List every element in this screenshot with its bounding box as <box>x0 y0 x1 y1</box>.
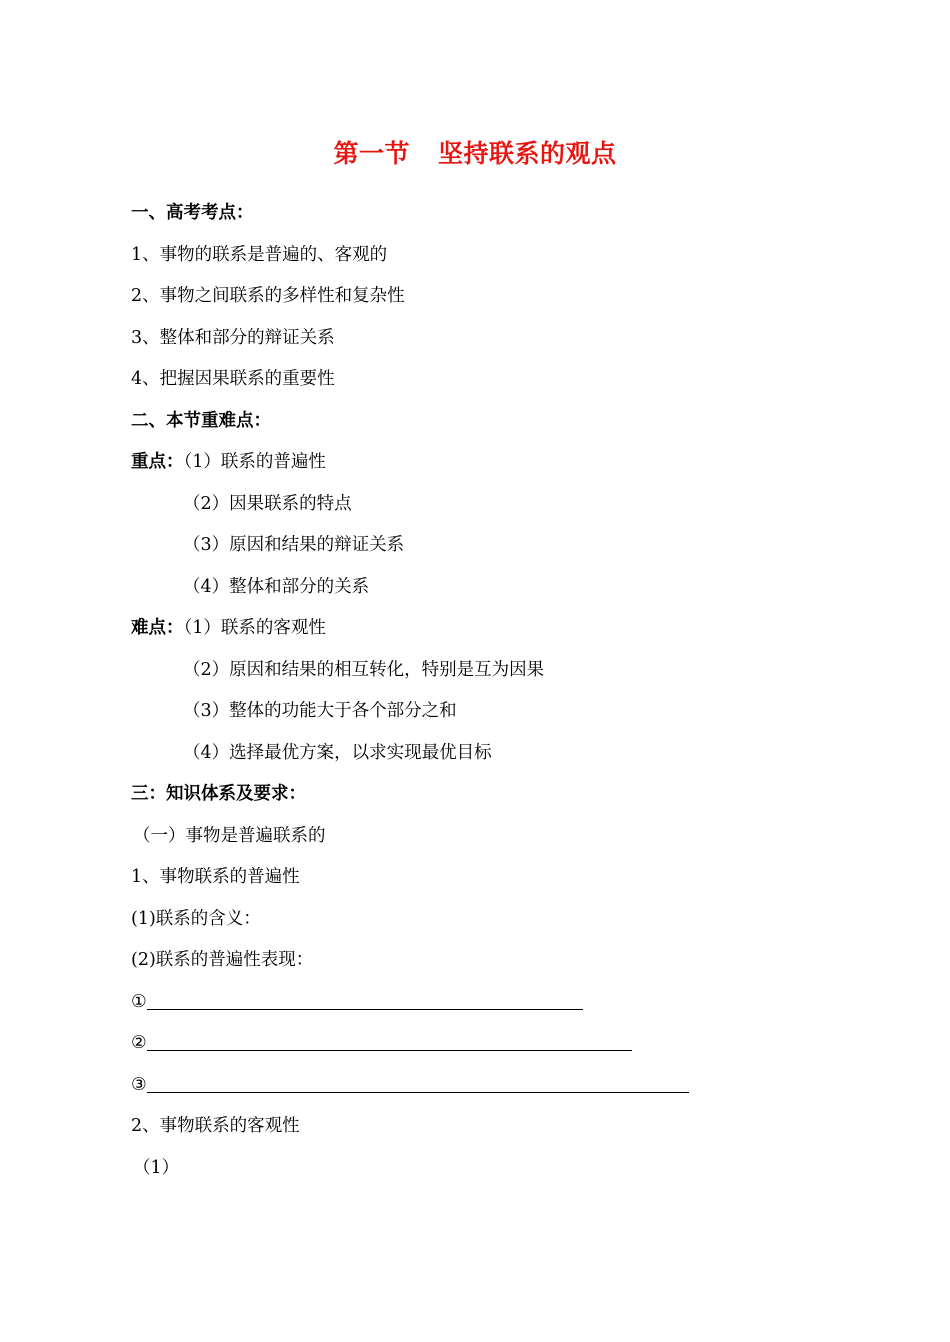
title-topic: 坚持联系的观点 <box>438 139 617 168</box>
hard-point-3: （3）整体的功能大于各个部分之和 <box>183 701 457 721</box>
key-point-1: （1）联系的普遍性 <box>183 452 326 472</box>
hard-point-2: （2）原因和结果的相互转化，特别是互为因果 <box>183 659 545 680</box>
fill-blank-line-3[interactable] <box>147 1068 689 1093</box>
hard-point-4: （4）选择最优方案，以求实现最优目标 <box>183 742 492 763</box>
key-points-label: 重点： <box>131 452 184 472</box>
exam-point-1: 1、事物的联系是普遍的、客观的 <box>131 244 388 265</box>
exam-point-3: 3、整体和部分的辩证关系 <box>131 327 335 348</box>
title-section-number: 第一节 <box>333 139 410 168</box>
point-objectivity: 2、事物联系的客观性 <box>131 1116 300 1136</box>
section-heading-knowledge-system: 三：知识体系及要求： <box>131 784 306 804</box>
key-point-4: （4）整体和部分的关系 <box>183 576 370 597</box>
section-heading-exam-points: 一、高考考点： <box>131 203 254 223</box>
fill-blank-line-2[interactable] <box>147 1026 632 1051</box>
hard-point-row-1 <box>131 611 831 653</box>
circled-number-3: ③ <box>131 1074 147 1095</box>
hard-points-label: 难点： <box>131 618 184 638</box>
page-title <box>0 136 950 172</box>
document-body <box>131 196 831 1192</box>
section-heading-key-difficult: 二、本节重难点： <box>131 410 271 431</box>
key-point-3: （3）原因和结果的辩证关系 <box>183 535 405 555</box>
fill-blank-row-3 <box>131 1068 831 1110</box>
exam-point-4: 4、把握因果联系的重要性 <box>131 369 335 389</box>
point-objectivity-item-1: （1） <box>133 1157 180 1178</box>
fill-blank-line-1[interactable] <box>147 985 583 1010</box>
point-universality: 1、事物联系的普遍性 <box>131 867 300 887</box>
exam-point-2: 2、事物之间联系的多样性和复杂性 <box>131 286 405 306</box>
hard-point-1: （1）联系的客观性 <box>183 618 326 638</box>
fill-blank-row-1 <box>131 985 831 1027</box>
point-universality-manifestation: (2)联系的普遍性表现： <box>131 950 314 970</box>
key-point-2: （2）因果联系的特点 <box>183 493 352 514</box>
point-meaning-of-connection: (1)联系的含义： <box>131 908 261 929</box>
subsection-universal-connection: （一）事物是普遍联系的 <box>133 825 326 846</box>
key-point-row-1 <box>131 445 831 487</box>
circled-number-1: ① <box>131 991 147 1012</box>
circled-number-2: ② <box>131 1033 147 1053</box>
fill-blank-row-2 <box>131 1026 831 1068</box>
